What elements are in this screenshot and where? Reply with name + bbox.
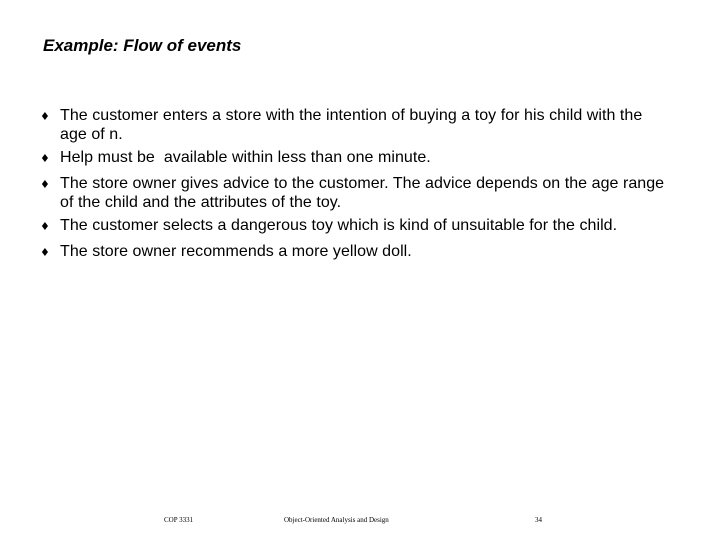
bullet-item xyxy=(38,173,668,212)
bullet-text: The customer enters a store with the intention of buying a toy for his child with the age of n. xyxy=(60,107,643,143)
bullet-list xyxy=(38,105,668,264)
bullet-item xyxy=(38,147,668,170)
bullet-item xyxy=(38,105,668,144)
footer-page-number: 34 xyxy=(535,516,542,524)
diamond-bullet-icon: ♦ xyxy=(40,246,50,259)
bullet-item xyxy=(38,215,668,238)
bullet-text: The store owner gives advice to the customer. The advice depends on the age range of the child and the attributes of the toy. xyxy=(60,175,665,211)
diamond-bullet-icon: ♦ xyxy=(40,220,50,233)
diamond-bullet-icon: ♦ xyxy=(40,178,50,191)
diamond-bullet-icon: ♦ xyxy=(40,152,50,165)
bullet-text: The store owner recommends a more yellow doll. xyxy=(60,243,412,260)
footer-course-title: Object-Oriented Analysis and Design xyxy=(284,516,389,524)
bullet-text: The customer selects a dangerous toy which is kind of unsuitable for the child. xyxy=(60,217,618,234)
bullet-item xyxy=(38,241,668,264)
slide-title: Example: Flow of events xyxy=(43,36,242,55)
footer-course-code: COP 3331 xyxy=(164,516,194,524)
diamond-bullet-icon: ♦ xyxy=(40,110,50,123)
bullet-text: Help must be available within less than one minute. xyxy=(60,149,431,166)
